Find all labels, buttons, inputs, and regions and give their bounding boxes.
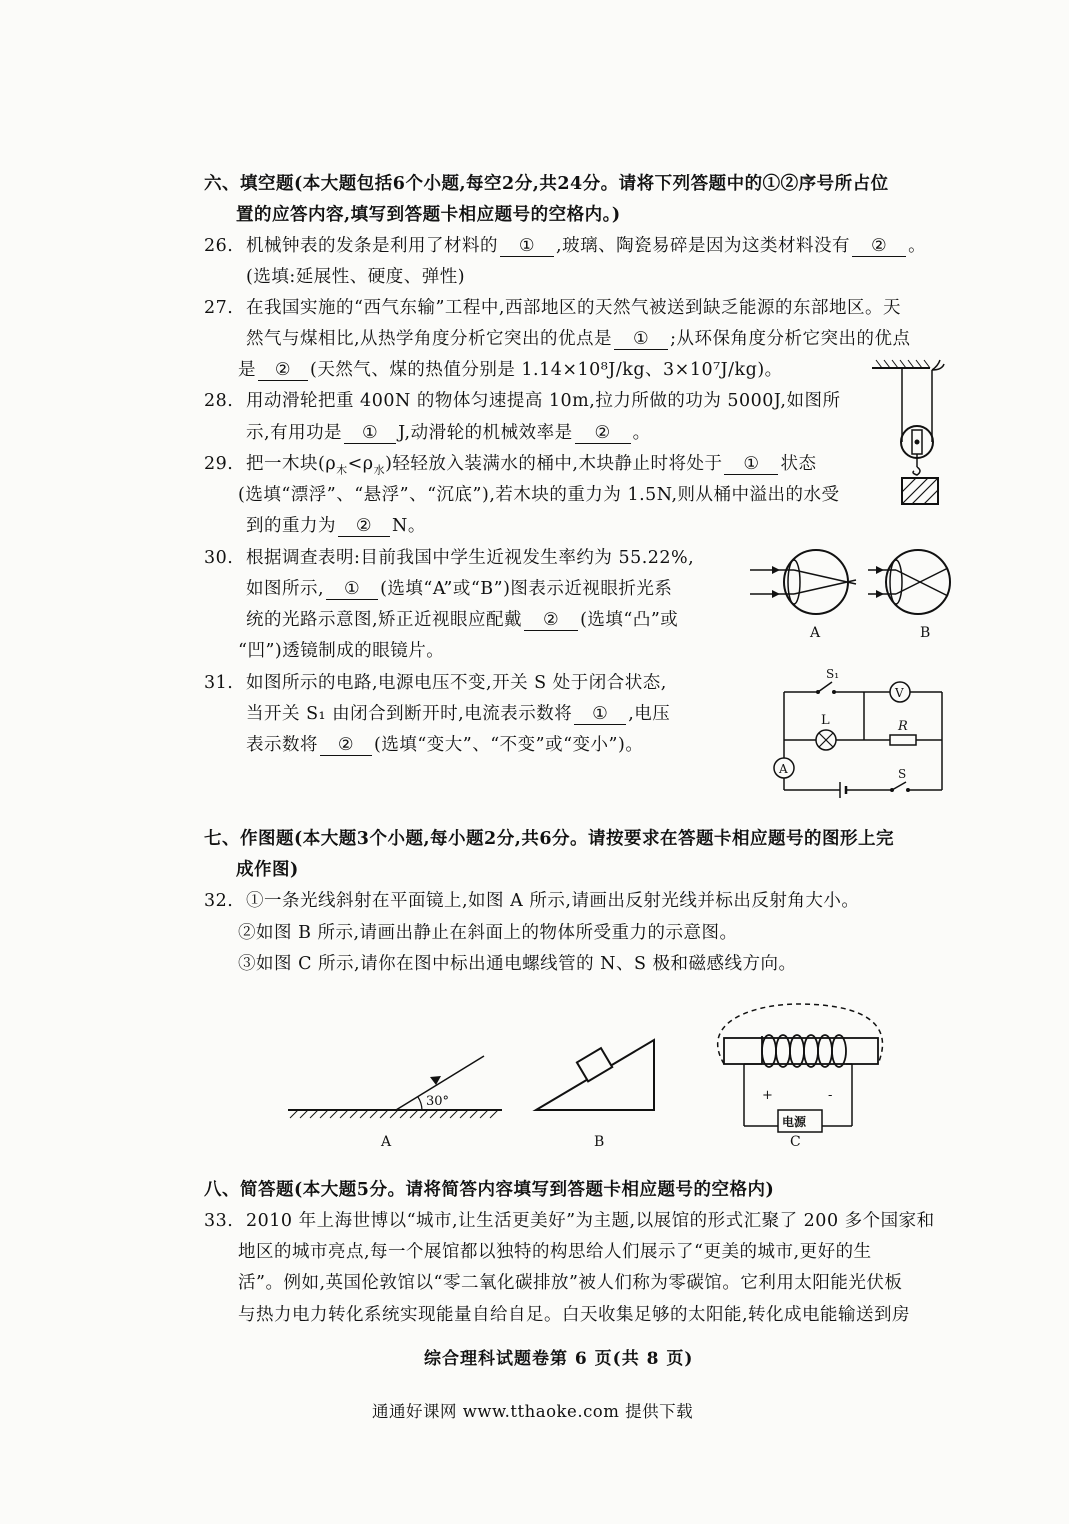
eye-diagram-b <box>868 550 950 641</box>
question-text: J,动滑轮的机械效率是 <box>398 423 573 443</box>
question-32-line1 <box>204 888 859 914</box>
question-text: ,电压 <box>628 704 671 724</box>
question-31-line1 <box>204 670 667 696</box>
section-8-header: 八、简答题(本大题5分。请将简答内容填写到答题卡相应题号的空格内) <box>204 1180 775 1200</box>
question-text: 然气与煤相比,从热学角度分析它突出的优点是 <box>246 329 613 349</box>
question-text: 统的光路示意图,矫正近视眼应配戴 <box>246 610 523 630</box>
answer-blank: ② <box>258 360 308 381</box>
angle-label: 30° <box>426 1094 450 1109</box>
answer-blank: ① <box>614 329 668 350</box>
question-text: (选填“凸”或 <box>580 610 679 630</box>
question-text: 2010 年上海世博以“城市,让生活更美好”为主题,以展馆的形式汇聚了 200 多个国家和 <box>246 1211 935 1231</box>
question-text: 示,有用功是 <box>246 423 343 443</box>
question-text: 把一木块(ρ <box>246 454 337 474</box>
resistor-label: R <box>898 719 908 734</box>
question-27-line3 <box>238 357 783 383</box>
circuit-diagram <box>770 664 960 804</box>
question-text: 机械钟表的发条是利用了材料的 <box>246 236 498 256</box>
section-7-header-line1: 七、作图题(本大题3个小题,每小题2分,共6分。请按要求在答题卡相应题号的图形上完 <box>204 829 894 849</box>
question-number: 30. <box>204 548 234 568</box>
negative-terminal-label: - <box>828 1088 833 1103</box>
voltmeter-label: V <box>895 686 904 700</box>
question-text: 。 <box>908 236 927 256</box>
switch-s1-label: S₁ <box>826 667 840 681</box>
question-text: N。 <box>392 516 426 536</box>
eye-label-a: A <box>810 625 821 641</box>
question-number: 32. <box>204 891 234 911</box>
question-28-line2 <box>246 420 651 446</box>
drawing-figures <box>278 1000 918 1156</box>
block-icon <box>577 1048 612 1081</box>
eye-diagrams <box>738 540 968 646</box>
question-30-line1 <box>204 545 694 571</box>
question-32-line3: ③如图 C 所示,请你在图中标出通电螺线管的 N、S 极和磁感线方向。 <box>238 954 797 974</box>
question-text: (选填“变大”、“不变”或“变小”)。 <box>374 735 644 755</box>
question-28-line1 <box>204 388 840 414</box>
question-29-line3 <box>246 513 426 539</box>
question-29-line1 <box>204 451 816 484</box>
question-text: (天然气、煤的热值分别是 1.14×10⁸J/kg、3×10⁷J/kg)。 <box>310 360 783 380</box>
eye-diagram-a <box>750 550 856 641</box>
subscript: 水 <box>373 463 386 477</box>
question-30-line3 <box>246 607 678 633</box>
answer-blank: ① <box>500 236 554 257</box>
question-text: ,玻璃、陶瓷易碎是因为这类材料没有 <box>556 236 851 256</box>
question-text: 当开关 S₁ 由闭合到断开时,电流表示数将 <box>246 704 573 724</box>
answer-blank: ② <box>852 236 906 257</box>
question-number: 27. <box>204 298 234 318</box>
figure-c-label: C <box>790 1134 801 1150</box>
switch-s-label: S <box>898 767 907 781</box>
section-6-header-line2: 置的应答内容,填写到答题卡相应题号的空格内。) <box>236 205 621 225</box>
question-30-line4: “凹”)透镜制成的眼镜片。 <box>238 641 445 661</box>
question-text: 如图所示, <box>246 579 325 599</box>
answer-blank: ② <box>320 735 372 756</box>
question-33-line1 <box>204 1208 935 1234</box>
question-text: 如图所示的电路,电源电压不变,开关 S 处于闭合状态, <box>246 673 667 693</box>
question-number: 26. <box>204 236 234 256</box>
solenoid-figure-c <box>718 1004 883 1150</box>
question-32-line2: ②如图 B 所示,请画出静止在斜面上的物体所受重力的示意图。 <box>238 923 738 943</box>
ammeter-label: A <box>779 762 788 776</box>
incline-figure-b <box>536 1040 654 1150</box>
question-text: )轻轻放入装满水的桶中,木块静止时将处于 <box>385 454 723 474</box>
figure-a-label: A <box>381 1134 392 1150</box>
question-31-line2 <box>246 701 670 727</box>
question-text: <ρ <box>347 454 374 474</box>
question-33-line2: 地区的城市亮点,每一个展馆都以独特的构思给人们展示了“更美的城市,更好的生 <box>238 1242 872 1262</box>
question-26-line1 <box>204 233 926 259</box>
question-text: 。 <box>632 423 651 443</box>
question-26-line2: (选填:延展性、硬度、弹性) <box>246 267 466 287</box>
section-7-header-line2: 成作图) <box>236 860 299 880</box>
answer-blank: ① <box>344 423 396 444</box>
answer-blank: ① <box>724 454 778 475</box>
answer-blank: ① <box>326 579 378 600</box>
figure-b-label: B <box>594 1134 605 1150</box>
question-text: (选填“A”或“B”)图表示近视眼折光系 <box>380 579 673 599</box>
positive-terminal-label: + <box>762 1088 773 1103</box>
question-30-line2 <box>246 576 672 602</box>
subscript: 木 <box>336 463 348 477</box>
answer-blank: ② <box>524 610 578 631</box>
question-number: 31. <box>204 673 234 693</box>
question-text: 是 <box>238 360 256 380</box>
page-footer: 综合理科试题卷第 6 页(共 8 页) <box>424 1349 694 1369</box>
question-text: 用动滑轮把重 400N 的物体匀速提高 10m,拉力所做的功为 5000J,如图所 <box>246 391 841 411</box>
power-source-label: 电源 <box>782 1115 807 1129</box>
lamp-label: L <box>821 713 830 728</box>
source-credit: 通通好课网 www.tthaoke.com 提供下载 <box>372 1402 694 1421</box>
question-27-line1 <box>204 295 901 321</box>
question-33-line4: 与热力电力转化系统实现能量自给自足。白天收集足够的太阳能,转化成电能输送到房 <box>238 1305 911 1325</box>
resistor-icon <box>890 735 916 745</box>
question-31-line3 <box>246 732 643 758</box>
answer-blank: ② <box>575 423 631 444</box>
eye-label-b: B <box>920 625 931 641</box>
pulley-diagram <box>868 352 958 512</box>
question-29-line2: (选填“漂浮”、“悬浮”、“沉底”),若木块的重力为 1.5N,则从桶中溢出的水受 <box>238 485 840 505</box>
question-number: 28. <box>204 391 234 411</box>
question-text: 表示数将 <box>246 735 318 755</box>
question-text: 状态 <box>780 454 817 474</box>
question-number: 33. <box>204 1211 234 1231</box>
answer-blank: ① <box>574 704 626 725</box>
section-6-header-line1: 六、填空题(本大题包括6个小题,每空2分,共24分。请将下列答题中的①②序号所占位 <box>204 174 889 194</box>
question-text: 在我国实施的“西气东输”工程中,西部地区的天然气被送到缺乏能源的东部地区。天 <box>246 298 901 318</box>
question-text: 到的重力为 <box>246 516 336 536</box>
mirror-figure-a <box>288 1056 502 1150</box>
question-number: 29. <box>204 454 234 474</box>
answer-blank: ② <box>338 516 390 537</box>
question-text: ;从环保角度分析它突出的优点 <box>670 329 911 349</box>
question-27-line2 <box>246 326 910 352</box>
question-text: ①一条光线斜射在平面镜上,如图 A 所示,请画出反射光线并标出反射角大小。 <box>246 891 860 911</box>
question-text: 根据调查表明:目前我国中学生近视发生率约为 55.22%, <box>246 548 695 568</box>
question-33-line3: 活”。例如,英国伦敦馆以“零二氧化碳排放”被人们称为零碳馆。它利用太阳能光伏板 <box>238 1273 903 1293</box>
